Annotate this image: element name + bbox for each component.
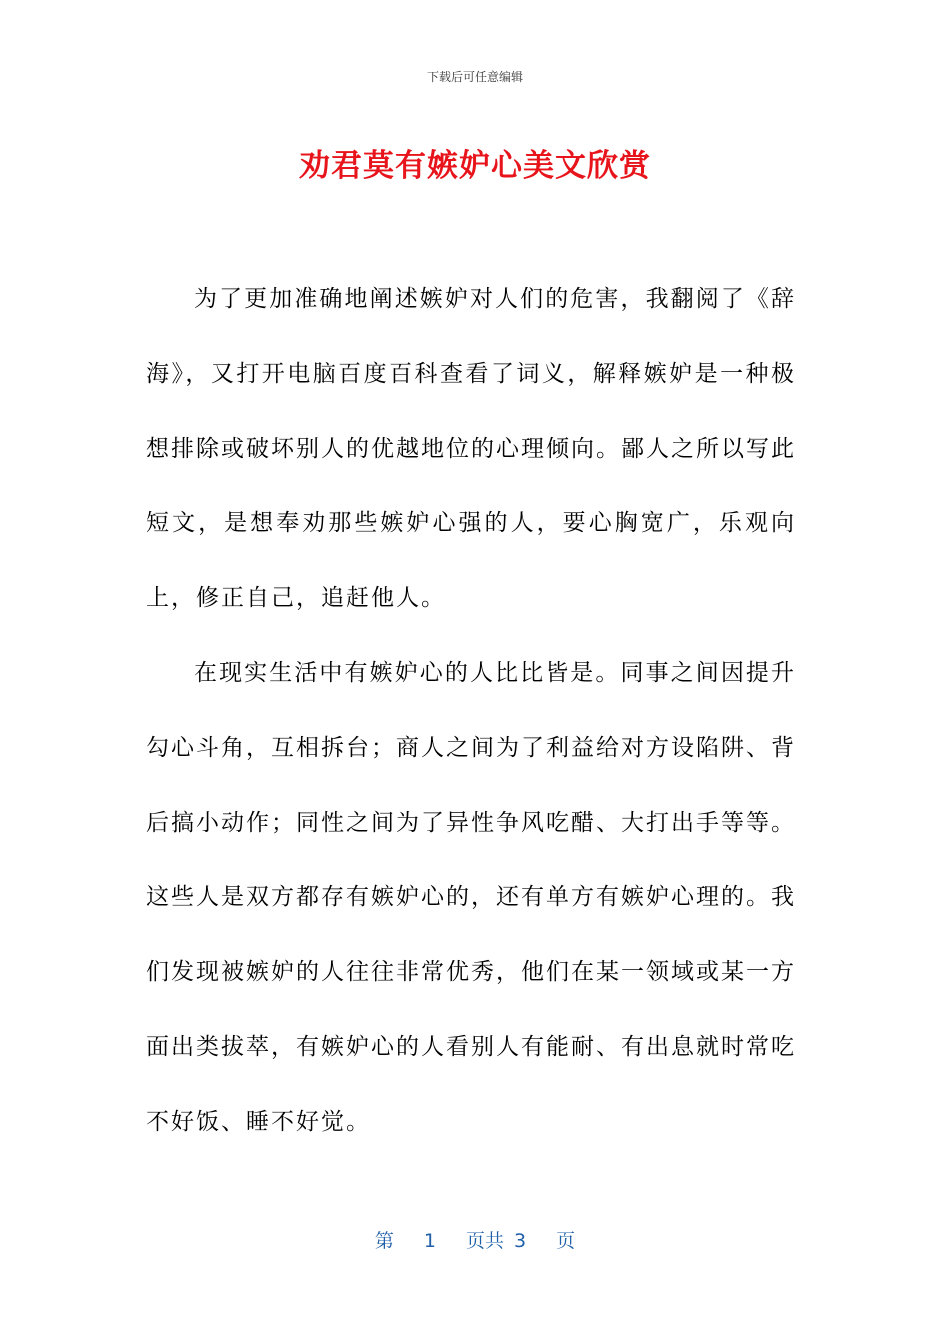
footer-current-page: 1 bbox=[423, 1230, 436, 1252]
header-note: 下载后可任意编辑 bbox=[426, 70, 523, 84]
page-footer bbox=[0, 1226, 950, 1253]
paragraph-1: 为了更加准确地阐述嫉妒对人们的危害，我翻阅了《辞海》，又打开电脑百度百科查看了词义，解释嫉妒是一种极想排除或破坏别人的优越地位的心理倾向。鄙人之所以写此短文，是想奉劝那些嫉妒心强的人，要心胸宽广，乐观向上，修正自己，追赶他人。 bbox=[146, 286, 796, 612]
footer-prefix: 第 bbox=[374, 1230, 394, 1252]
document-title: 劝君莫有嫉妒心美文欣赏 bbox=[299, 148, 651, 184]
document-body bbox=[146, 262, 796, 1160]
footer-total-pages: 3 bbox=[514, 1230, 527, 1252]
paragraph-2: 在现实生活中有嫉妒心的人比比皆是。同事之间因提升勾心斗角，互相拆台；商人之间为了利益给对方设陷阱、背后搞小动作；同性之间为了异性争风吃醋、大打出手等等。这些人是双方都存有嫉妒心的，还有单方有嫉妒心理的。我们发现被嫉妒的人往往非常优秀，他们在某一领域或某一方面出类拔萃，有嫉妒心的人看别人有能耐、有出息就时常吃不好饭、睡不好觉。 bbox=[146, 659, 796, 1135]
footer-suffix: 页 bbox=[556, 1230, 576, 1252]
footer-middle: 页共 bbox=[465, 1230, 504, 1252]
